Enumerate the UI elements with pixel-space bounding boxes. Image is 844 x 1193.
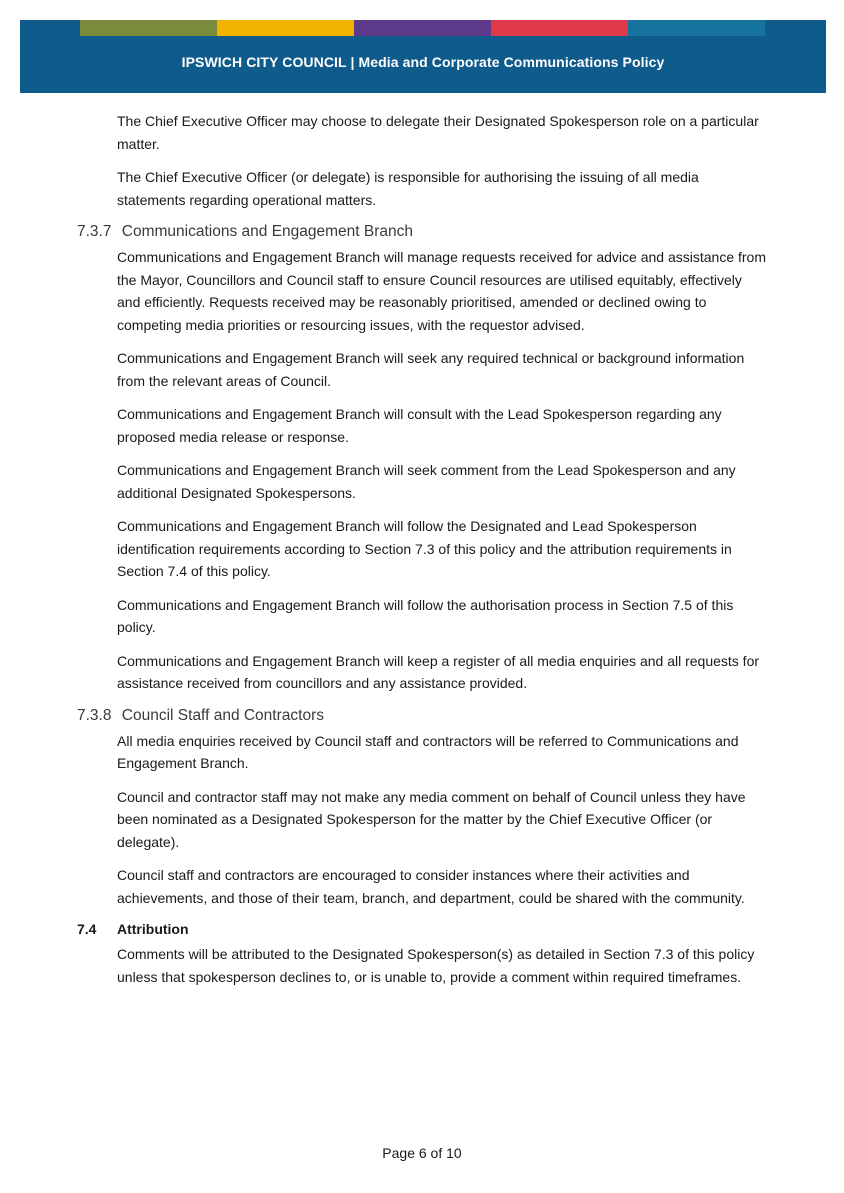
section-heading-7-3-7 xyxy=(77,223,844,241)
stripe-olive xyxy=(80,20,217,36)
paragraph: Council staff and contractors are encouraged to consider instances where their activities and achievements, and those of their team, branch, and department, could be shared with the community. xyxy=(117,867,745,906)
section-title: Communications and Engagement Branch xyxy=(121,223,414,240)
section-number: 7.3.8 xyxy=(77,706,112,724)
page-header-banner xyxy=(20,20,826,93)
section-title: Council Staff and Contractors xyxy=(121,706,324,724)
section-heading-7-4 xyxy=(77,921,844,937)
section-number: 7.3.7 xyxy=(77,223,112,240)
section-title: Attribution xyxy=(117,921,189,937)
paragraph: All media enquiries received by Council staff and contractors will be referred to Communications and Engagement Branch. xyxy=(117,732,739,771)
stripe-red xyxy=(491,20,628,36)
paragraph: Communications and Engagement Branch will manage requests received for advice and assistance from the Mayor, Councillors and Council staff to ensure Council resources are utilised equitably, effectively and efficiently. Requests received may be reasonably prioritised, amended or declined owing to competing media priorities or resourcing issues, with the requestor advised. xyxy=(117,249,767,333)
paragraph: Communications and Engagement Branch will keep a register of all media enquiries and all requests for assistance received from councillors and any assistance provided. xyxy=(117,652,760,691)
paragraph: The Chief Executive Officer may choose to delegate their Designated Spokesperson role on a particular matter. xyxy=(117,113,759,152)
paragraph: Comments will be attributed to the Designated Spokesperson(s) as detailed in Section 7.3 of this policy unless that spokesperson declines to, or is unable to, provide a comment within required timeframes. xyxy=(117,946,755,985)
paragraph: Communications and Engagement Branch will seek comment from the Lead Spokesperson and any additional Designated Spokespersons. xyxy=(117,462,736,501)
section-number: 7.4 xyxy=(77,921,97,937)
stripe-blue xyxy=(628,20,765,36)
section-heading-7-3-8 xyxy=(77,707,844,725)
paragraph: The Chief Executive Officer (or delegate) is responsible for authorising the issuing of all media statements regarding operational matters. xyxy=(117,169,699,208)
stripe-purple xyxy=(354,20,491,36)
paragraph: Communications and Engagement Branch will follow the authorisation process in Section 7.5 of this policy. xyxy=(117,596,734,635)
paragraph: Communications and Engagement Branch will seek any required technical or background information from the relevant areas of Council. xyxy=(117,350,745,389)
page-content xyxy=(0,110,844,999)
paragraph: Council and contractor staff may not make any media comment on behalf of Council unless they have been nominated as a Designated Spokesperson for the matter by the Chief Executive Officer (or delegate). xyxy=(117,788,746,850)
header-color-stripes xyxy=(80,20,765,36)
page-number: Page 6 of 10 xyxy=(382,1145,462,1161)
document-title: IPSWICH CITY COUNCIL | Media and Corporate Communications Policy xyxy=(181,54,665,70)
paragraph: Communications and Engagement Branch will follow the Designated and Lead Spokesperson identification requirements according to Section 7.3 of this policy and the attribution requirements in Section 7.4 of this policy. xyxy=(117,518,732,579)
stripe-yellow xyxy=(217,20,354,36)
paragraph: Communications and Engagement Branch will consult with the Lead Spokesperson regarding any proposed media release or response. xyxy=(117,406,722,445)
